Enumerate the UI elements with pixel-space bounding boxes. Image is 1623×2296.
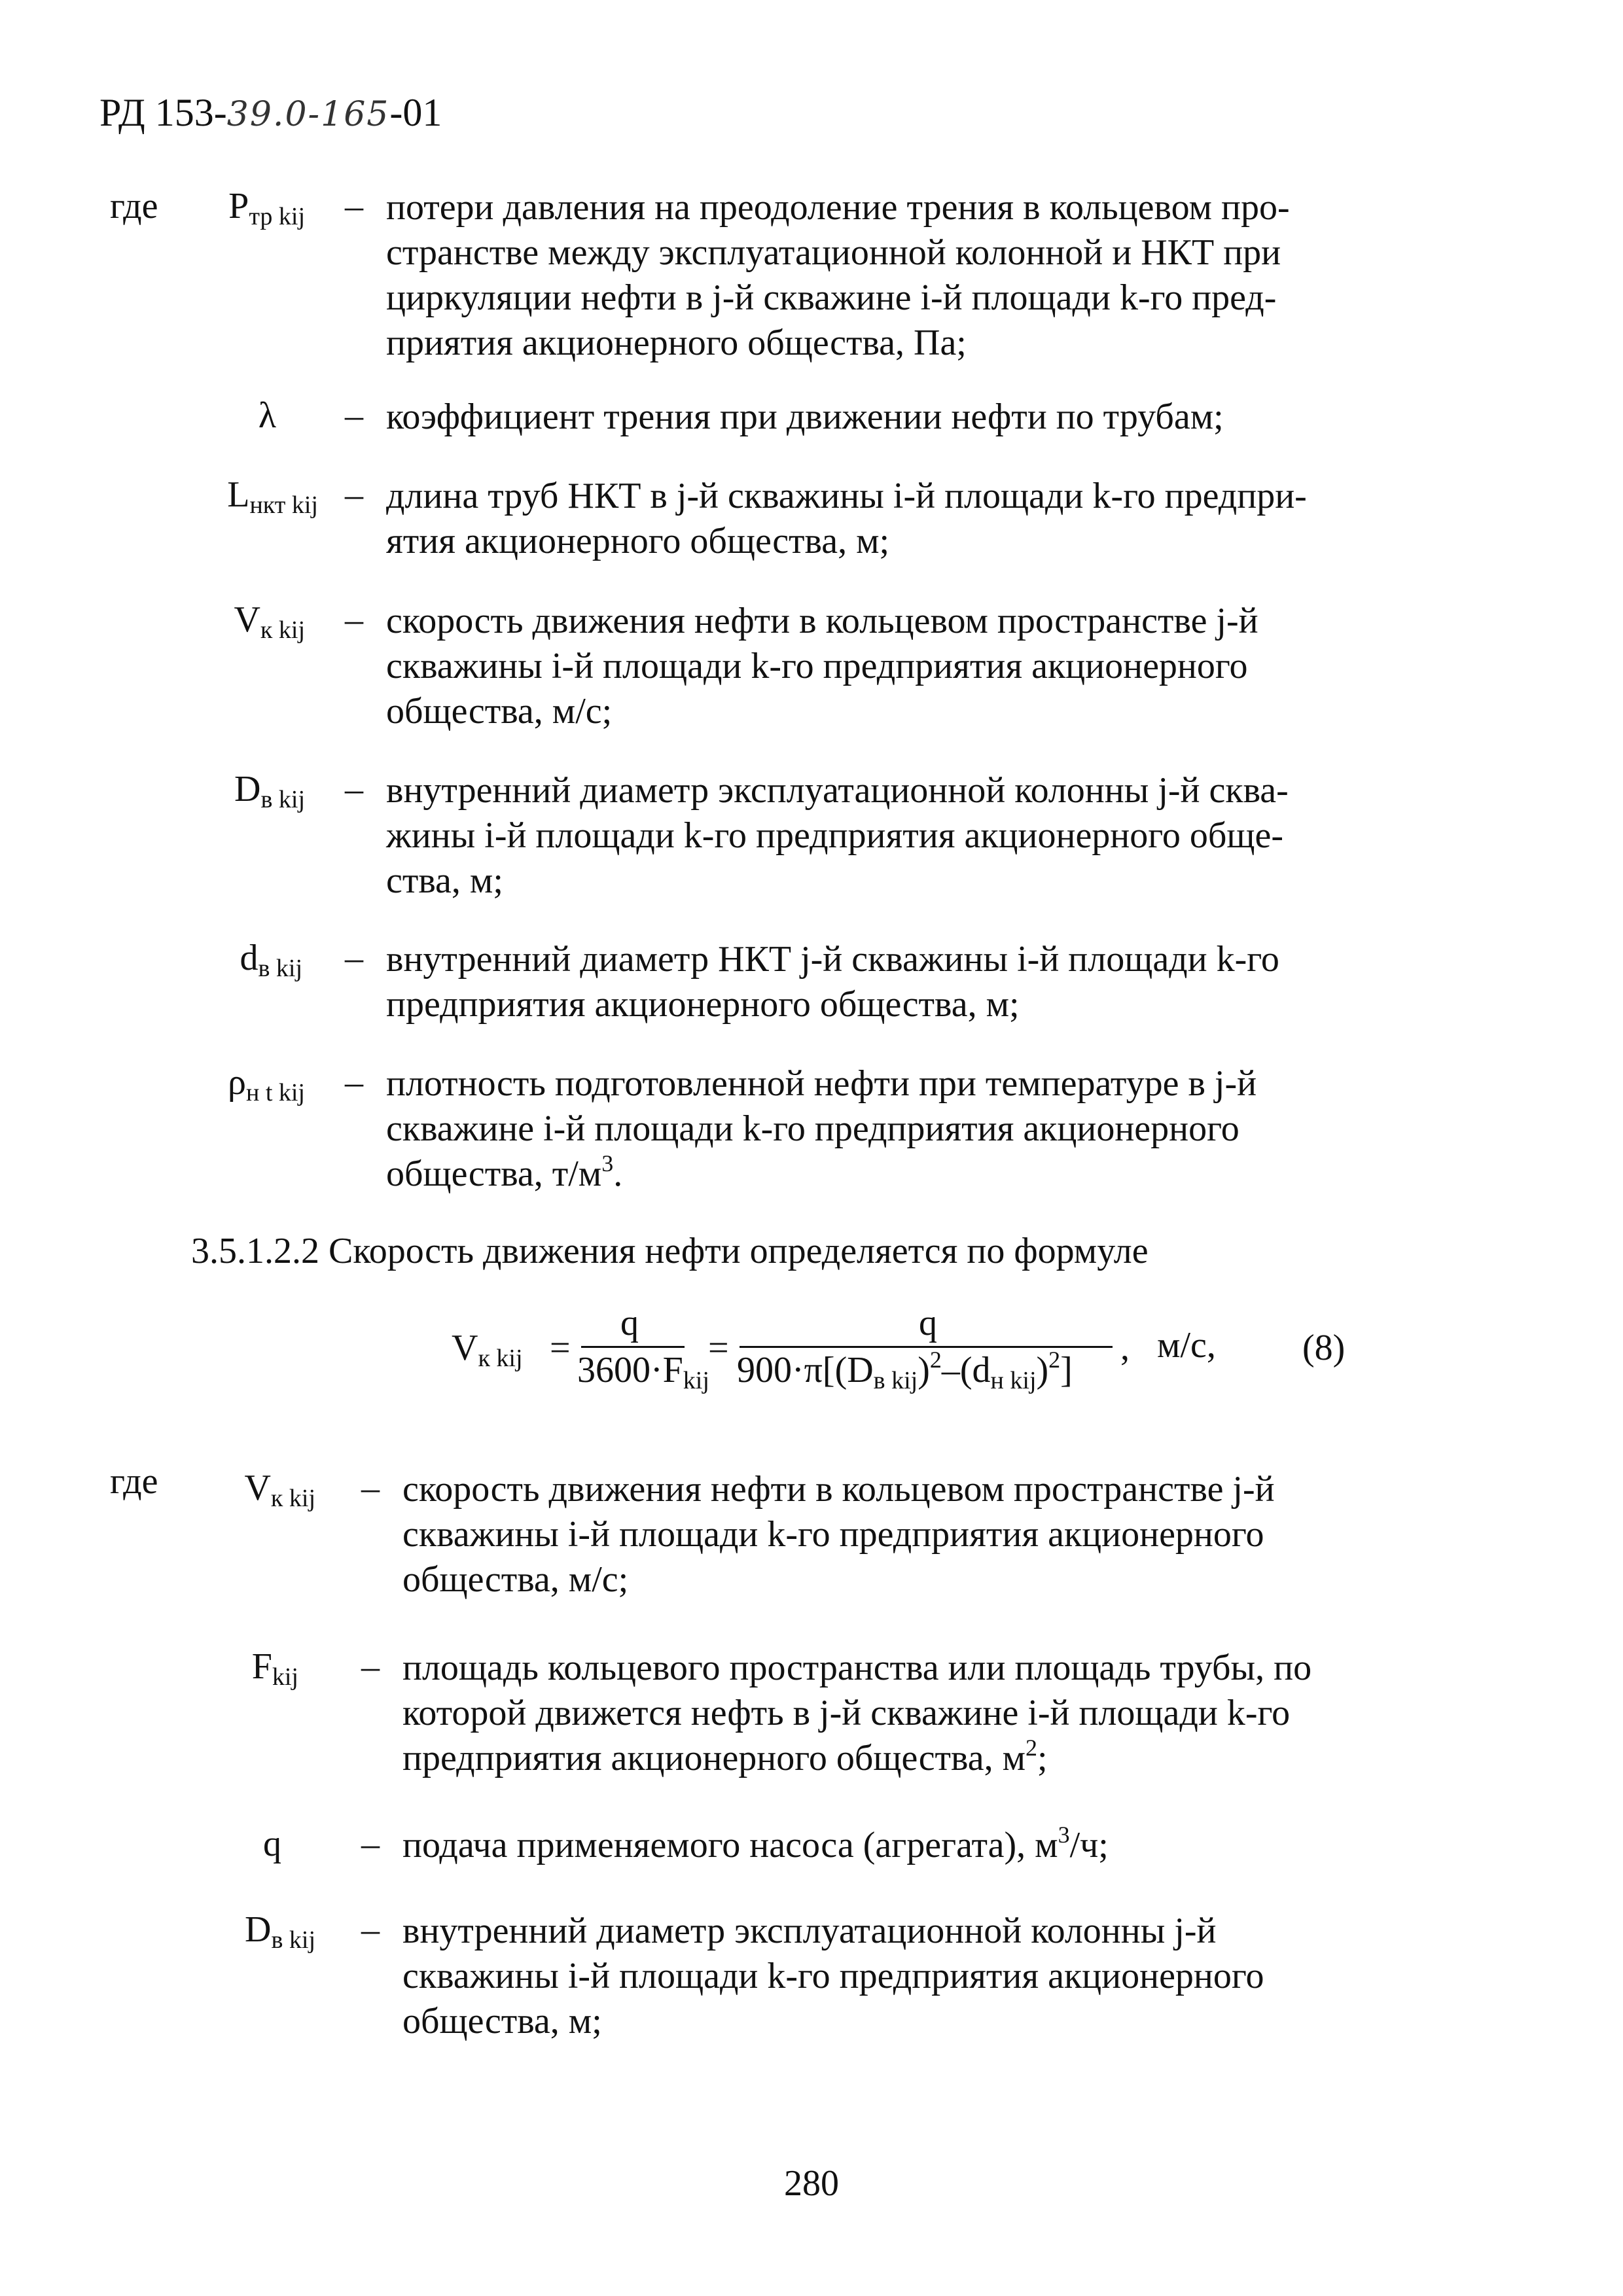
where-label: где	[110, 186, 158, 226]
dash: –	[361, 1909, 380, 1950]
dash: –	[345, 186, 363, 226]
symbol-v-k: $V_{к kij}$	[244, 1468, 315, 1512]
definition-l-nkt: длина труб НКТ в j-й скважины i-й площади k-го предпри- ятия акционерного общества, м;	[386, 476, 1307, 561]
fraction1-numerator: q	[620, 1303, 639, 1343]
definition-d-v-column: внутренний диаметр эксплуатационной колонны j-й сква- жины i-й площади k-го предприятия акционерного обще- ства, м;	[386, 770, 1289, 901]
symbol-lambda: λ	[258, 395, 276, 436]
dash: –	[345, 599, 363, 640]
fraction2-numerator: q	[919, 1303, 937, 1343]
formula-lhs: $V_{к kij}$	[452, 1328, 523, 1372]
definition-d-v-2: внутренний диаметр эксплуатационной колонны j-й скважины i-й площади k-го предприятия акционерного общества, м;	[402, 1911, 1264, 2041]
dash: –	[345, 395, 363, 436]
definition-d-v-nkt: внутренний диаметр НКТ j-й скважины i-й площади k-го предприятия акционерного общества, м;	[386, 939, 1279, 1025]
dash: –	[345, 769, 363, 809]
fraction1-bar	[581, 1346, 685, 1348]
definition-q: подача применяемого насоса (агрегата), $м^3/ч$;	[402, 1822, 1109, 1865]
fraction2-denominator: $900\cdot\pi[(D_{в kij})^2-(d_{н kij})^2]$	[737, 1347, 1073, 1394]
dash: –	[345, 474, 363, 515]
symbol-v-k: $V_{к kij}$	[234, 599, 305, 644]
section-paragraph: 3.5.1.2.2 Скорость движения нефти определяется по формуле	[191, 1231, 1149, 1271]
symbol-q: q	[263, 1824, 281, 1864]
dash: –	[345, 1062, 363, 1103]
equation-number: (8)	[1302, 1328, 1346, 1368]
definition-v-k: скорость движения нефти в кольцевом пространстве j-й скважины i-й площади k-го предприятия акционерного общества, м/с;	[386, 601, 1258, 732]
definition-f: площадь кольцевого пространства или площадь трубы, по которой движется нефть в j-й скважине i-й площади k-го предприятия акционерного общества, $м^2$;	[402, 1648, 1312, 1778]
definition-rho: плотность подготовленной нефти при температуре в j-й скважине i-й площади k-го предприятия акционерного общества, $т/м^3$.	[386, 1063, 1257, 1194]
formula-comma: ,	[1120, 1328, 1130, 1368]
equals-sign: =	[550, 1328, 571, 1368]
dash: –	[361, 1824, 380, 1864]
doc-code-suffix: -01	[389, 91, 442, 134]
page-number: 280	[784, 2163, 839, 2204]
formula-unit: м/с,	[1157, 1325, 1216, 1366]
symbol-rho: $\rho_{н t kij}$	[228, 1062, 305, 1106]
equals-sign: =	[708, 1328, 729, 1368]
symbol-f: $F_{kij}$	[251, 1646, 298, 1691]
symbol-d-v-nkt: $d_{в kij}$	[240, 938, 302, 982]
definition-v-k-2: скорость движения нефти в кольцевом пространстве j-й скважины i-й площади k-го предприятия акционерного общества, м/с;	[402, 1469, 1275, 1600]
dash: –	[345, 938, 363, 978]
symbol-d-v-column: $D_{в kij}$	[234, 769, 305, 813]
dash: –	[361, 1646, 380, 1687]
definition-p-tr: потери давления на преодоление трения в кольцевом про- странстве между эксплуатационной колонной и НКТ при циркуляции нефти в j-й скважине i-й площади k-го пред- приятия акционерного общества, Па;	[386, 187, 1290, 363]
fraction1-denominator: $3600\cdot F_{kij}$	[577, 1350, 709, 1394]
definition-lambda: коэффициент трения при движении нефти по трубам;	[386, 397, 1224, 437]
doc-code-prefix: РД 153-	[99, 91, 227, 134]
dash: –	[361, 1468, 380, 1508]
symbol-l-nkt: $L_{нкт kij}$	[227, 474, 318, 519]
formula-8	[452, 1302, 1400, 1420]
symbol-p-tr: $P_{тр kij}$	[228, 186, 305, 230]
symbol-d-v-2: $D_{в kij}$	[244, 1909, 315, 1954]
document-code-header	[99, 90, 442, 135]
where-label: где	[110, 1461, 158, 1502]
handwritten-doc-number: 39.0-165	[226, 95, 390, 134]
